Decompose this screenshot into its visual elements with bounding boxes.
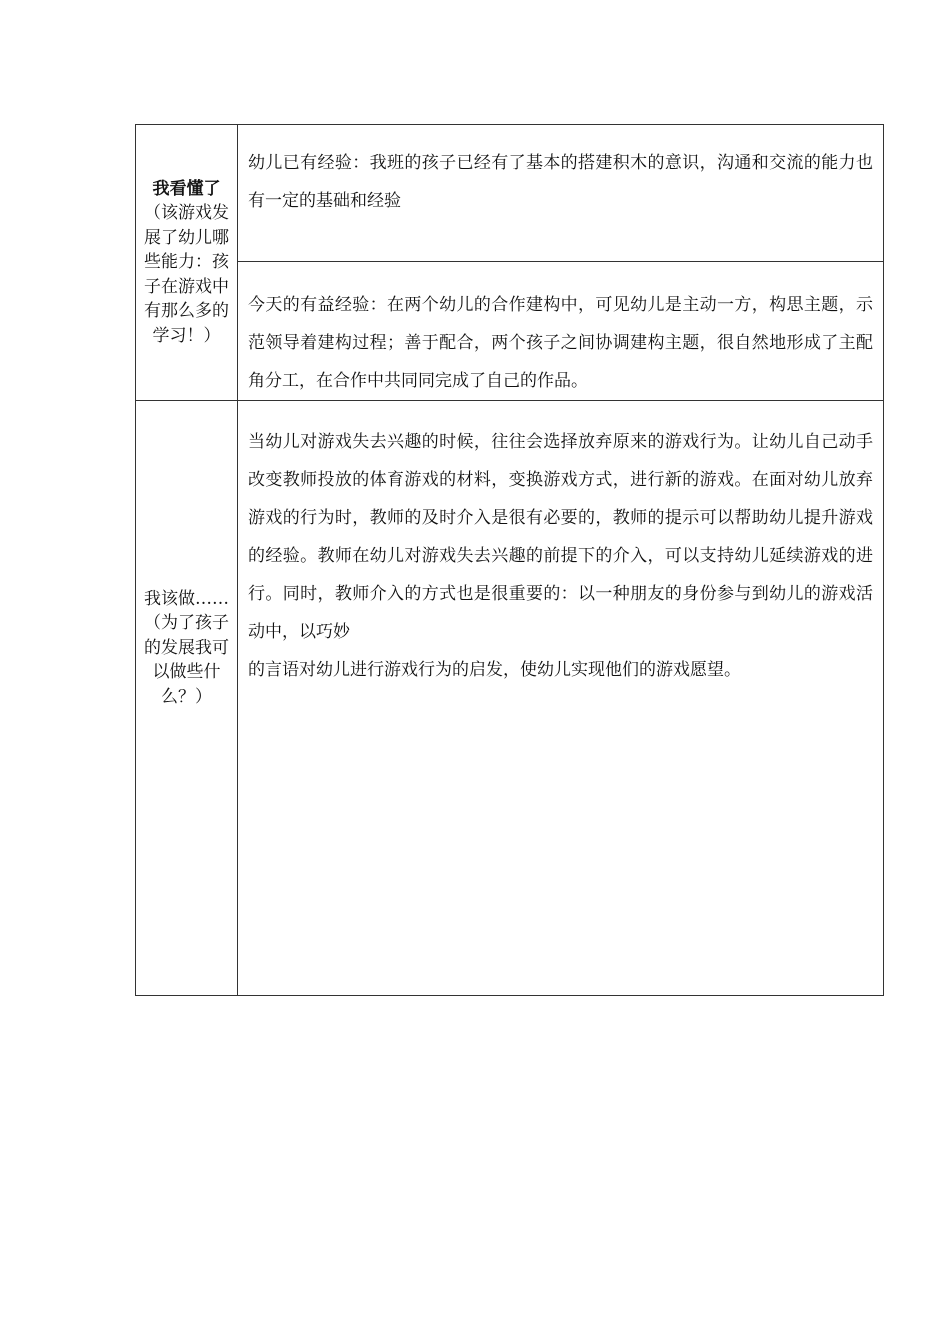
label-note-understood: （该游戏发展了幼儿哪些能力：孩子在游戏中有那么多的学习！） <box>144 203 229 346</box>
prior-experience-text: 幼儿已有经验：我班的孩子已经有了基本的搭建积木的意识，沟通和交流的能力也有一定的基础和经验 <box>248 153 873 211</box>
cell-beneficial-experience <box>238 262 884 401</box>
reflection-table <box>135 124 884 996</box>
table-row-beneficial <box>136 262 884 401</box>
label-cell-understood <box>136 125 238 401</box>
label-title-understood: 我看懂了 <box>152 178 221 199</box>
teacher-action-text <box>238 401 883 689</box>
teacher-action-paragraph: 当幼儿对游戏失去兴趣的时候，往往会选择放弃原来的游戏行为。让幼儿自己动手改变教师投放的体育游戏的材料，变换游戏方式，进行新的游戏。在面对幼儿放弃游戏的行为时，教师的及时介入是很有必要的，教师的提示可以帮助幼儿提升游戏的经验。教师在幼儿对游戏失去兴趣的前提下的介入，可以支持幼儿延续游戏的进行。同时，教师介入的方式也是很重要的：以一种朋友的身份参与到幼儿的游戏活动中，以巧妙 <box>248 432 873 642</box>
cell-prior-experience <box>238 125 884 262</box>
beneficial-experience-text: 今天的有益经验：在两个幼儿的合作建构中，可见幼儿是主动一方，构思主题，示范领导着建构过程；善于配合，两个孩子之间协调建构主题，很自然地形成了主配角分工，在合作中共同同完成了自己的作品。 <box>248 295 873 391</box>
label-cell-should-do <box>136 401 238 996</box>
table-row-understood <box>136 125 884 262</box>
label-should-do: 我该做……（为了孩子的发展我可以做些什么？） <box>144 588 229 707</box>
teacher-action-tail: 的言语对幼儿进行游戏行为的启发，使幼儿实现他们的游戏愿望。 <box>248 660 741 680</box>
table-row-should-do <box>136 401 884 996</box>
cell-teacher-action <box>238 401 884 996</box>
